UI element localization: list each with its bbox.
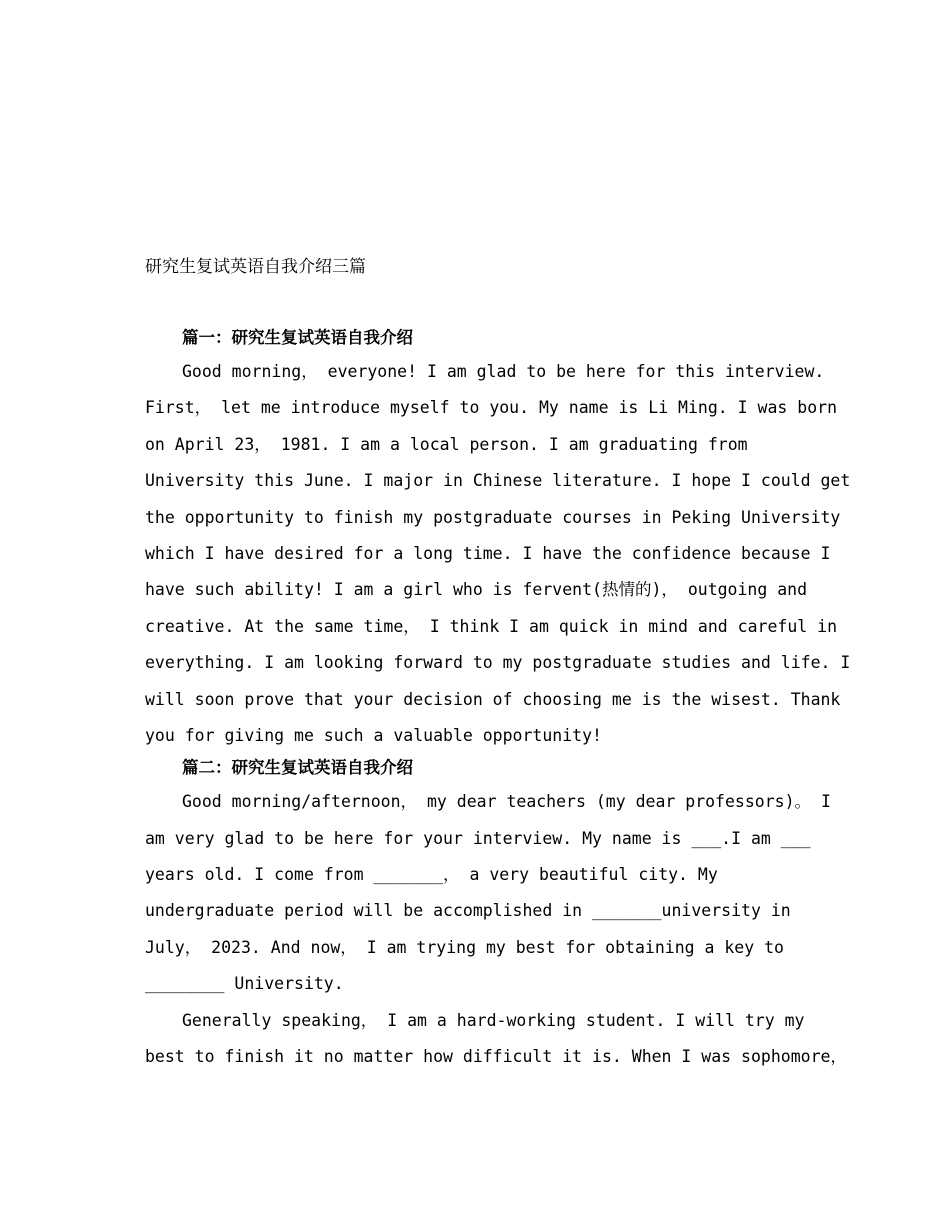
section-1-heading: 篇一：研究生复试英语自我介绍 xyxy=(182,328,413,347)
text-line: University this June. I major in Chinese literature. I hope I could get xyxy=(145,471,851,491)
text-line: have such ability! I am a girl who is fervent(热情的)， outgoing and xyxy=(145,580,808,600)
text-line: July， 2023. And now， I am trying my best for obtaining a key to xyxy=(145,937,784,957)
text-line: Good morning， everyone! I am glad to be here for this interview. xyxy=(182,362,825,381)
section-2-heading: 篇二：研究生复试英语自我介绍 xyxy=(182,758,413,778)
text-line: you for giving me such a valuable opportunity! xyxy=(145,725,602,745)
section-2-paragraph-1 xyxy=(145,784,831,1002)
section-1-paragraph-1 xyxy=(145,354,851,754)
text-line: everything. I am looking forward to my postgraduate studies and life. I xyxy=(145,653,851,673)
document-title: 研究生复试英语自我介绍三篇 xyxy=(145,257,366,277)
text-line: undergraduate period will be accomplished in _______university in xyxy=(145,901,791,921)
text-line: First， let me introduce myself to you. My name is Li Ming. I was born xyxy=(145,398,838,418)
text-line: on April 23， 1981. I am a local person. I am graduating from xyxy=(145,434,748,454)
text-line: Generally speaking， I am a hard-working student. I will try my xyxy=(182,1010,805,1030)
text-line: ________ University. xyxy=(145,974,344,994)
text-line: will soon prove that your decision of choosing me is the wisest. Thank xyxy=(145,689,841,709)
text-line: best to finish it no matter how difficult it is. When I was sophomore， xyxy=(145,1047,847,1067)
text-line: which I have desired for a long time. I have the confidence because I xyxy=(145,543,831,563)
text-line: am very glad to be here for your interview. My name is ___.I am ___ xyxy=(145,828,811,848)
document-body xyxy=(145,324,851,1075)
text-line: creative. At the same time， I think I am quick in mind and careful in xyxy=(145,616,838,636)
text-line: years old. I come from _______， a very beautiful city. My xyxy=(145,865,718,885)
text-line: Good morning/afternoon， my dear teachers (my dear professors)。 I xyxy=(182,792,831,812)
section-2-paragraph-2 xyxy=(145,1003,847,1076)
text-line: the opportunity to finish my postgraduate courses in Peking University xyxy=(145,507,841,527)
